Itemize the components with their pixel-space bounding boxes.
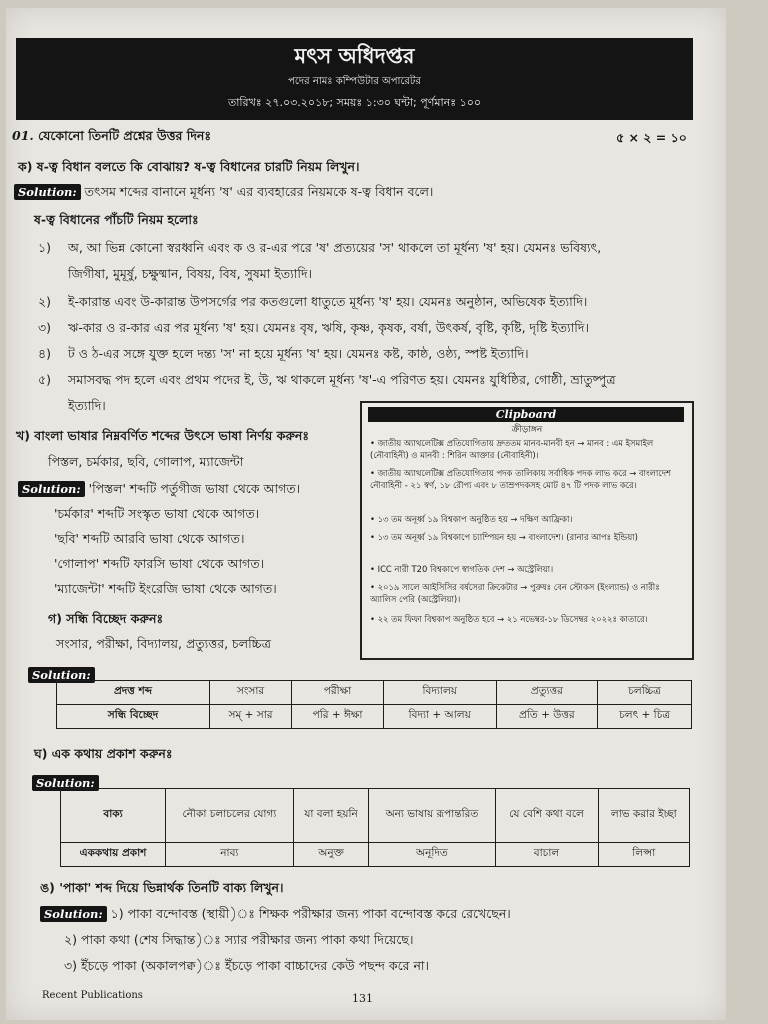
publisher-footer: Recent Publications (42, 990, 143, 1001)
rule-text: অ, আ ভিন্ন কোনো স্বরধ্বনি এবং ক ও র-এর পরে 'ষ' প্রত্যয়ের 'স' থাকলে তা মূর্ধন্য 'ষ' হয়। যেমনঃ ভবিষ্যৎ, (68, 240, 602, 255)
solution-ka (14, 184, 433, 204)
table-row (57, 705, 692, 729)
solution-label: Solution: (28, 667, 95, 683)
table-cell: সংসার (210, 681, 292, 705)
table-cell: পরি + ঈক্ষা (292, 705, 384, 729)
rule-text: সমাসবদ্ধ পদ হলে এবং প্রথম পদের ই, উ, ঋ থাকলে মূর্ধন্য 'ষ'-এ পরিণত হয়। যেমনঃ যুধিষ্ঠির, গোষ্ঠী, ভ্রাতুষ্পুত্র (68, 372, 616, 387)
rule-num: ১) (38, 240, 51, 255)
clipboard-item: • ১৩ তম অনূর্ধ্ব ১৯ বিশ্বকাপে চ্যাম্পিয়ন হয় → বাংলাদেশ। (রানার আপঃ ইন্ডিয়া) (370, 532, 638, 542)
page-number: 131 (352, 992, 373, 1005)
question-gha: ঘ) এক কথায় প্রকাশ করুনঃ (34, 746, 173, 761)
table-cell: নৌকা চলাচলের যোগ্য (166, 789, 294, 843)
solution-label: Solution: (40, 906, 107, 922)
clipboard-box (360, 401, 694, 660)
rule-num: ২) (38, 294, 52, 309)
clipboard-item: • ICC নারী T20 বিশ্বকাপে স্বাগতিক দেশ → অস্ট্রেলিয়া। (370, 564, 554, 574)
answer-line: 'চর্মকার' শব্দটি সংস্কৃত ভাষা থেকে আগত। (54, 506, 260, 521)
rule-num: ৩) (38, 320, 52, 335)
answer-line: 'পিস্তল' শব্দটি পর্তুগীজ ভাষা থেকে আগত। (88, 481, 301, 496)
rule-text-cont: জিগীষা, মুমূর্ষু, চক্ষুষ্মান, বিষয়, বিষ, সুষমা ইত্যাদি। (68, 266, 313, 281)
marks: ৫ × ২ = ১০ (616, 130, 687, 145)
solution-kha (18, 481, 300, 501)
question-1 (12, 128, 211, 148)
solution-label: Solution: (14, 184, 81, 200)
table-cell: পরীক্ষা (292, 681, 384, 705)
one-word-table (60, 788, 690, 867)
clipboard-title: Clipboard (368, 407, 684, 422)
clipboard-item: • ২০১৯ সালে আইসিসির বর্ষসেরা ক্রিকেটার → পুরুষঃ বেন স্টোকস (ইংল্যান্ড) ও নারীঃ অ্যালিস পেরি (অস্ট্রেলিয়া)। (370, 582, 660, 604)
table-cell: অন্য ভাষায় রূপান্তরিত (369, 789, 495, 843)
table-header: প্রদত্ত শব্দ (57, 681, 210, 705)
table-cell: যা বলা হয়নি (293, 789, 369, 843)
table-cell: যে বেশি কথা বলে (495, 789, 598, 843)
answer-line: 'ম্যাজেন্টা' শব্দটি ইংরেজি ভাষা থেকে আগত। (54, 581, 277, 596)
question-kha: খ) বাংলা ভাষার নিম্নবর্ণিত শব্দের উৎসে ভাষা নির্ণয় করুনঃ (16, 428, 310, 443)
ga-words: সংসার, পরীক্ষা, বিদ্যালয়, প্রত্যুত্তর, চলচ্চিত্র (56, 636, 271, 651)
exam-meta: তারিখঃ ২৭.০৩.২০১৮; সময়ঃ ১:৩০ ঘন্টা; পূর্ণমানঃ ১০০ (227, 96, 482, 109)
table-row (61, 789, 690, 843)
table-row (61, 843, 690, 867)
rule-text: ই-কারান্ত এবং উ-কারান্ত উপসর্গের পর কতগুলো ধাতুতে মূর্ধন্য 'ষ' হয়। যেমনঃ অনুষ্ঠান, অভিষেক ইত্যাদি। (68, 294, 588, 309)
question-uma: ঙ) 'পাকা' শব্দ দিয়ে ভিন্নার্থক তিনটি বাক্য লিখুন। (40, 880, 284, 895)
kha-words: পিস্তল, চর্মকার, ছবি, গোলাপ, ম্যাজেন্টা (48, 454, 244, 469)
table-cell: চলচ্চিত্র (598, 681, 692, 705)
answer-ka: তৎসম শব্দের বানানে মূর্ধন্য 'ষ' এর ব্যবহারের নিয়মকে ষ-ত্ব বিধান বলে। (84, 184, 434, 199)
answer-line: ২) পাকা কথা (শেষ সিদ্ধান্ত)ঃ স্যার পরীক্ষার জন্য পাকা কথা দিয়েছে। (64, 932, 414, 947)
table-header: এককথায় প্রকাশ (61, 843, 166, 867)
table-cell: লাভ করার ইচ্ছা (598, 789, 689, 843)
clipboard-item: • জাতীয় অ্যাথলেটিক্স প্রতিযোগিতায় পদক তালিকায় সর্বাধিক পদক লাভ করে → বাংলাদেশ নৌবাহিনী - ২১ স্বর্ণ, ১৮ রৌপ্য এবং ৮ তাম্রপদকসহ মোট ৪৭ টি পদক লাভ করে। (370, 468, 671, 490)
table-cell: অনুক্ত (293, 843, 369, 867)
table-cell: সম্ + সার (210, 705, 292, 729)
solution-label: Solution: (32, 775, 99, 791)
rule-text: ঋ-কার ও র-কার এর পর মূর্ধন্য 'ষ' হয়। যেমনঃ বৃষ, ঋষি, কৃষ্ণ, কৃষক, বর্ষা, উৎকর্ষ, বৃষ্টি, কৃষ্টি, দৃষ্টি ইত্যাদি। (68, 320, 589, 335)
sandhi-table (56, 680, 692, 729)
table-cell: প্রত্যুত্তর (496, 681, 598, 705)
table-cell: নাব্য (166, 843, 294, 867)
clipboard-item: • ১৩ তম অনূর্ধ্ব ১৯ বিশ্বকাপ অনুষ্ঠিত হয় → দক্ষিণ আফ্রিকা। (370, 514, 573, 524)
table-row (57, 681, 692, 705)
answer-line: 'ছবি' শব্দটি আরবি ভাষা থেকে আগত। (54, 531, 245, 546)
table-cell: বাচাল (495, 843, 598, 867)
table-cell: লিপ্সা (598, 843, 689, 867)
header-band (16, 38, 693, 120)
clipboard-item: • ২২ তম ফিফা বিশ্বকাপ অনুষ্ঠিত হবে → ২১ নভেম্বর-১৮ ডিসেম্বর ২০২২ঃ কাতারে। (370, 614, 648, 624)
answer-line: ৩) ইঁচড়ে পাকা (অকালপক্ব)ঃ ইঁচড়ে পাকা বাচ্চাদের কেউ পছন্দ করে না। (64, 958, 429, 973)
question-ga: গ) সন্ধি বিচ্ছেদ করুনঃ (48, 611, 164, 626)
table-cell: অনূদিত (369, 843, 495, 867)
table-cell: চলৎ + চিত্র (598, 705, 692, 729)
book-page (6, 8, 726, 1020)
table-header: সন্ধি বিচ্ছেদ (57, 705, 210, 729)
solution-uma (40, 906, 511, 926)
rule-text-cont: ইত্যাদি। (68, 398, 106, 413)
clipboard-item: • জাতীয় অ্যাথলেটিক্স প্রতিযোগিতায় দ্রুততম মানব-মানবী হন → মানব : এম ইসমাইল (নৌবাহিনী) ও মানবী : শিরিন আক্তার (নৌবাহিনী)। (370, 438, 654, 460)
post-name: পদের নামঃ কম্পিউটার অপারেটর (288, 76, 421, 87)
table-header: বাক্য (61, 789, 166, 843)
question-ka: ক) ষ-ত্ব বিধান বলতে কি বোঝায়? ষ-ত্ব বিধানের চারটি নিয়ম লিখুন। (18, 159, 360, 174)
question-instruction: যেকোনো তিনটি প্রশ্নের উত্তর দিনঃ (38, 128, 212, 143)
rule-text: ট ও ঠ-এর সঙ্গে যুক্ত হলে দন্ত্য 'স' না হয়ে মূর্ধন্য 'ষ' হয়। যেমনঃ কষ্ট, কাষ্ঠ, ওষ্ঠ্য, স্পষ্ট ইত্যাদি। (68, 346, 529, 361)
answer-line: 'গোলাপ' শব্দটি ফারসি ভাষা থেকে আগত। (54, 556, 265, 571)
rule-num: ৪) (38, 346, 51, 361)
table-cell: বিদ্যালয় (383, 681, 496, 705)
rule-num: ৫) (38, 372, 51, 387)
question-number: 01. (12, 128, 34, 143)
answer-line: ১) পাকা বন্দোবস্ত (স্থায়ী)ঃ শিক্ষক পরীক্ষার জন্য পাকা বন্দোবস্ত করে রেখেছেন। (110, 906, 511, 921)
rules-heading: ষ-ত্ব বিধানের পাঁচটি নিয়ম হলোঃ (34, 212, 199, 227)
page-title: মৎস অধিদপ্তর (294, 44, 415, 68)
solution-label: Solution: (18, 481, 85, 497)
table-cell: বিদ্যা + আলয় (383, 705, 496, 729)
table-cell: প্রতি + উত্তর (496, 705, 598, 729)
clipboard-subtitle: ক্রীড়াঙ্গন (511, 425, 543, 435)
